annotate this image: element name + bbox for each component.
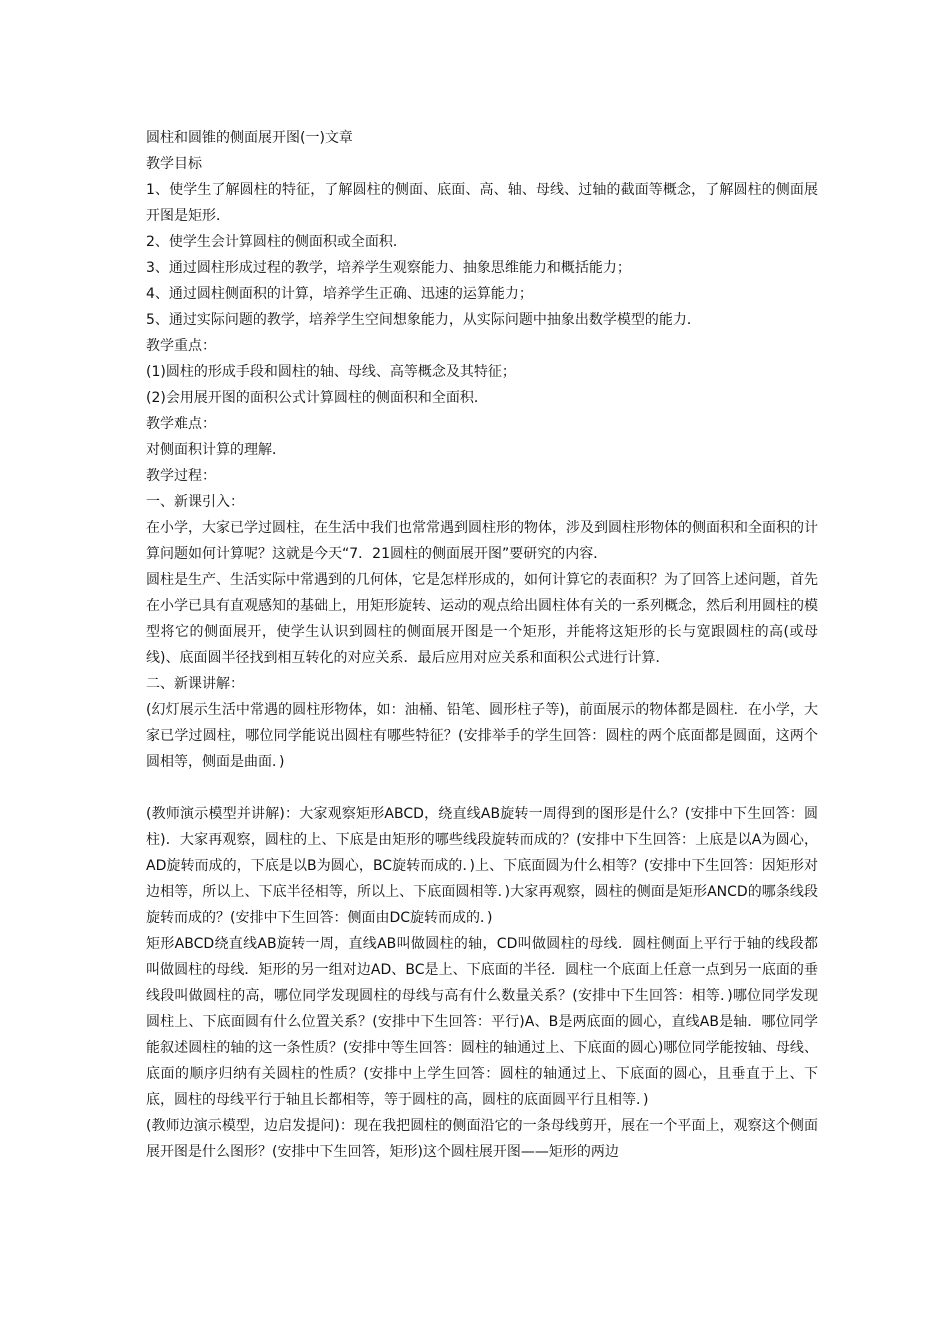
document-title: 圆柱和圆锥的侧面展开图(一)文章 bbox=[146, 130, 353, 146]
paragraph-2: 2、使学生会计算圆柱的侧面积或全面积． bbox=[146, 234, 407, 250]
paragraph-7: (1)圆柱的形成手段和圆柱的轴、母线、高等概念及其特征； bbox=[146, 364, 516, 380]
paragraph-11: 教学过程： bbox=[146, 468, 216, 484]
paragraph-10: 对侧面积计算的理解． bbox=[146, 442, 286, 458]
document-page bbox=[146, 125, 818, 1165]
paragraph-14: 圆柱是生产、生活实际中常遇到的几何体，它是怎样形成的，如何计算它的表面积？为了回答上述问题，首先在小学已具有直观感知的基础上，用矩形旋转、运动的观点给出圆柱体有关的一系列概念，然后利用圆柱的模型将它的侧面展开，使学生认识到圆柱的侧面展开图是一个矩形，并能将这矩形的长与宽跟圆柱的高(或母线)、底面圆半径找到相互转化的对应关系．最后应用对应关系和面积公式进行计算． bbox=[146, 572, 818, 666]
paragraph-5: 5、通过实际问题的教学，培养学生空间想象能力，从实际问题中抽象出数学模型的能力． bbox=[146, 312, 701, 328]
paragraph-12: 一、新课引入： bbox=[146, 494, 244, 510]
paragraph-6: 教学重点： bbox=[146, 338, 216, 354]
paragraph-8: (2)会用展开图的面积公式计算圆柱的侧面积和全面积． bbox=[146, 390, 488, 406]
blank-line bbox=[146, 775, 818, 801]
paragraph-18: (教师演示模型并讲解)：大家观察矩形ABCD，绕直线AB旋转一周得到的图形是什么？(安排中下生回答：圆柱)．大家再观察，圆柱的上、下底是由矩形的哪些线段旋转而成的？(安排中下生回答：上底是以A为圆心，AD旋转而成的，下底是以B为圆心，BC旋转而成的．)上、下底面圆为什么相等？(安排中下生回答：因矩形对边相等，所以上、下底半径相等，所以上、下底面圆相等．)大家再观察，圆柱的侧面是矩形ANCD的哪条线段旋转而成的？(安排中下生回答：侧面由DC旋转而成的．) bbox=[146, 806, 818, 926]
paragraph-3: 3、通过圆柱形成过程的教学，培养学生观察能力、抽象思维能力和概括能力； bbox=[146, 260, 631, 276]
paragraph-13: 在小学，大家已学过圆柱，在生活中我们也常常遇到圆柱形的物体，涉及到圆柱形物体的侧面积和全面积的计算问题如何计算呢？这就是今天“7．21圆柱的侧面展开图”要研究的内容． bbox=[146, 520, 818, 562]
paragraph-4: 4、通过圆柱侧面积的计算，培养学生正确、迅速的运算能力； bbox=[146, 286, 533, 302]
paragraph-1: 1、使学生了解圆柱的特征，了解圆柱的侧面、底面、高、轴、母线、过轴的截面等概念，了解圆柱的侧面展开图是矩形． bbox=[146, 182, 818, 224]
paragraph-16: (幻灯展示生活中常遇的圆柱形物体，如：油桶、铅笔、圆形柱子等)，前面展示的物体都是圆柱．在小学，大家已学过圆柱，哪位同学能说出圆柱有哪些特征？(安排举手的学生回答：圆柱的两个底面都是圆面，这两个圆相等，侧面是曲面．) bbox=[146, 702, 818, 770]
paragraph-20: (教师边演示模型，边启发提问)：现在我把圆柱的侧面沿它的一条母线剪开，展在一个平面上，观察这个侧面展开图是什么图形？(安排中下生回答，矩形)这个圆柱展开图——矩形的两边 bbox=[146, 1118, 818, 1160]
paragraph-15: 二、新课讲解： bbox=[146, 676, 244, 692]
paragraph-19: 矩形ABCD绕直线AB旋转一周，直线AB叫做圆柱的轴，CD叫做圆柱的母线．圆柱侧面上平行于轴的线段都叫做圆柱的母线．矩形的另一组对边AD、BC是上、下底面的半径．圆柱一个底面上任意一点到另一底面的垂线段叫做圆柱的高，哪位同学发现圆柱的母线与高有什么数量关系？(安排中下生回答：相等．)哪位同学发现圆柱上、下底面圆有什么位置关系？(安排中下生回答：平行)A、B是两底面的圆心，直线AB是轴．哪位同学能叙述圆柱的轴的这一条性质？(安排中等生回答：圆柱的轴通过上、下底面的圆心)哪位同学能按轴、母线、底面的顺序归纳有关圆柱的性质？(安排中上学生回答：圆柱的轴通过上、下底面的圆心，且垂直于上、下底，圆柱的母线平行于轴且长都相等，等于圆柱的高，圆柱的底面圆平行且相等．) bbox=[146, 936, 818, 1108]
paragraph-9: 教学难点： bbox=[146, 416, 216, 432]
paragraph-0: 教学目标 bbox=[146, 156, 202, 172]
